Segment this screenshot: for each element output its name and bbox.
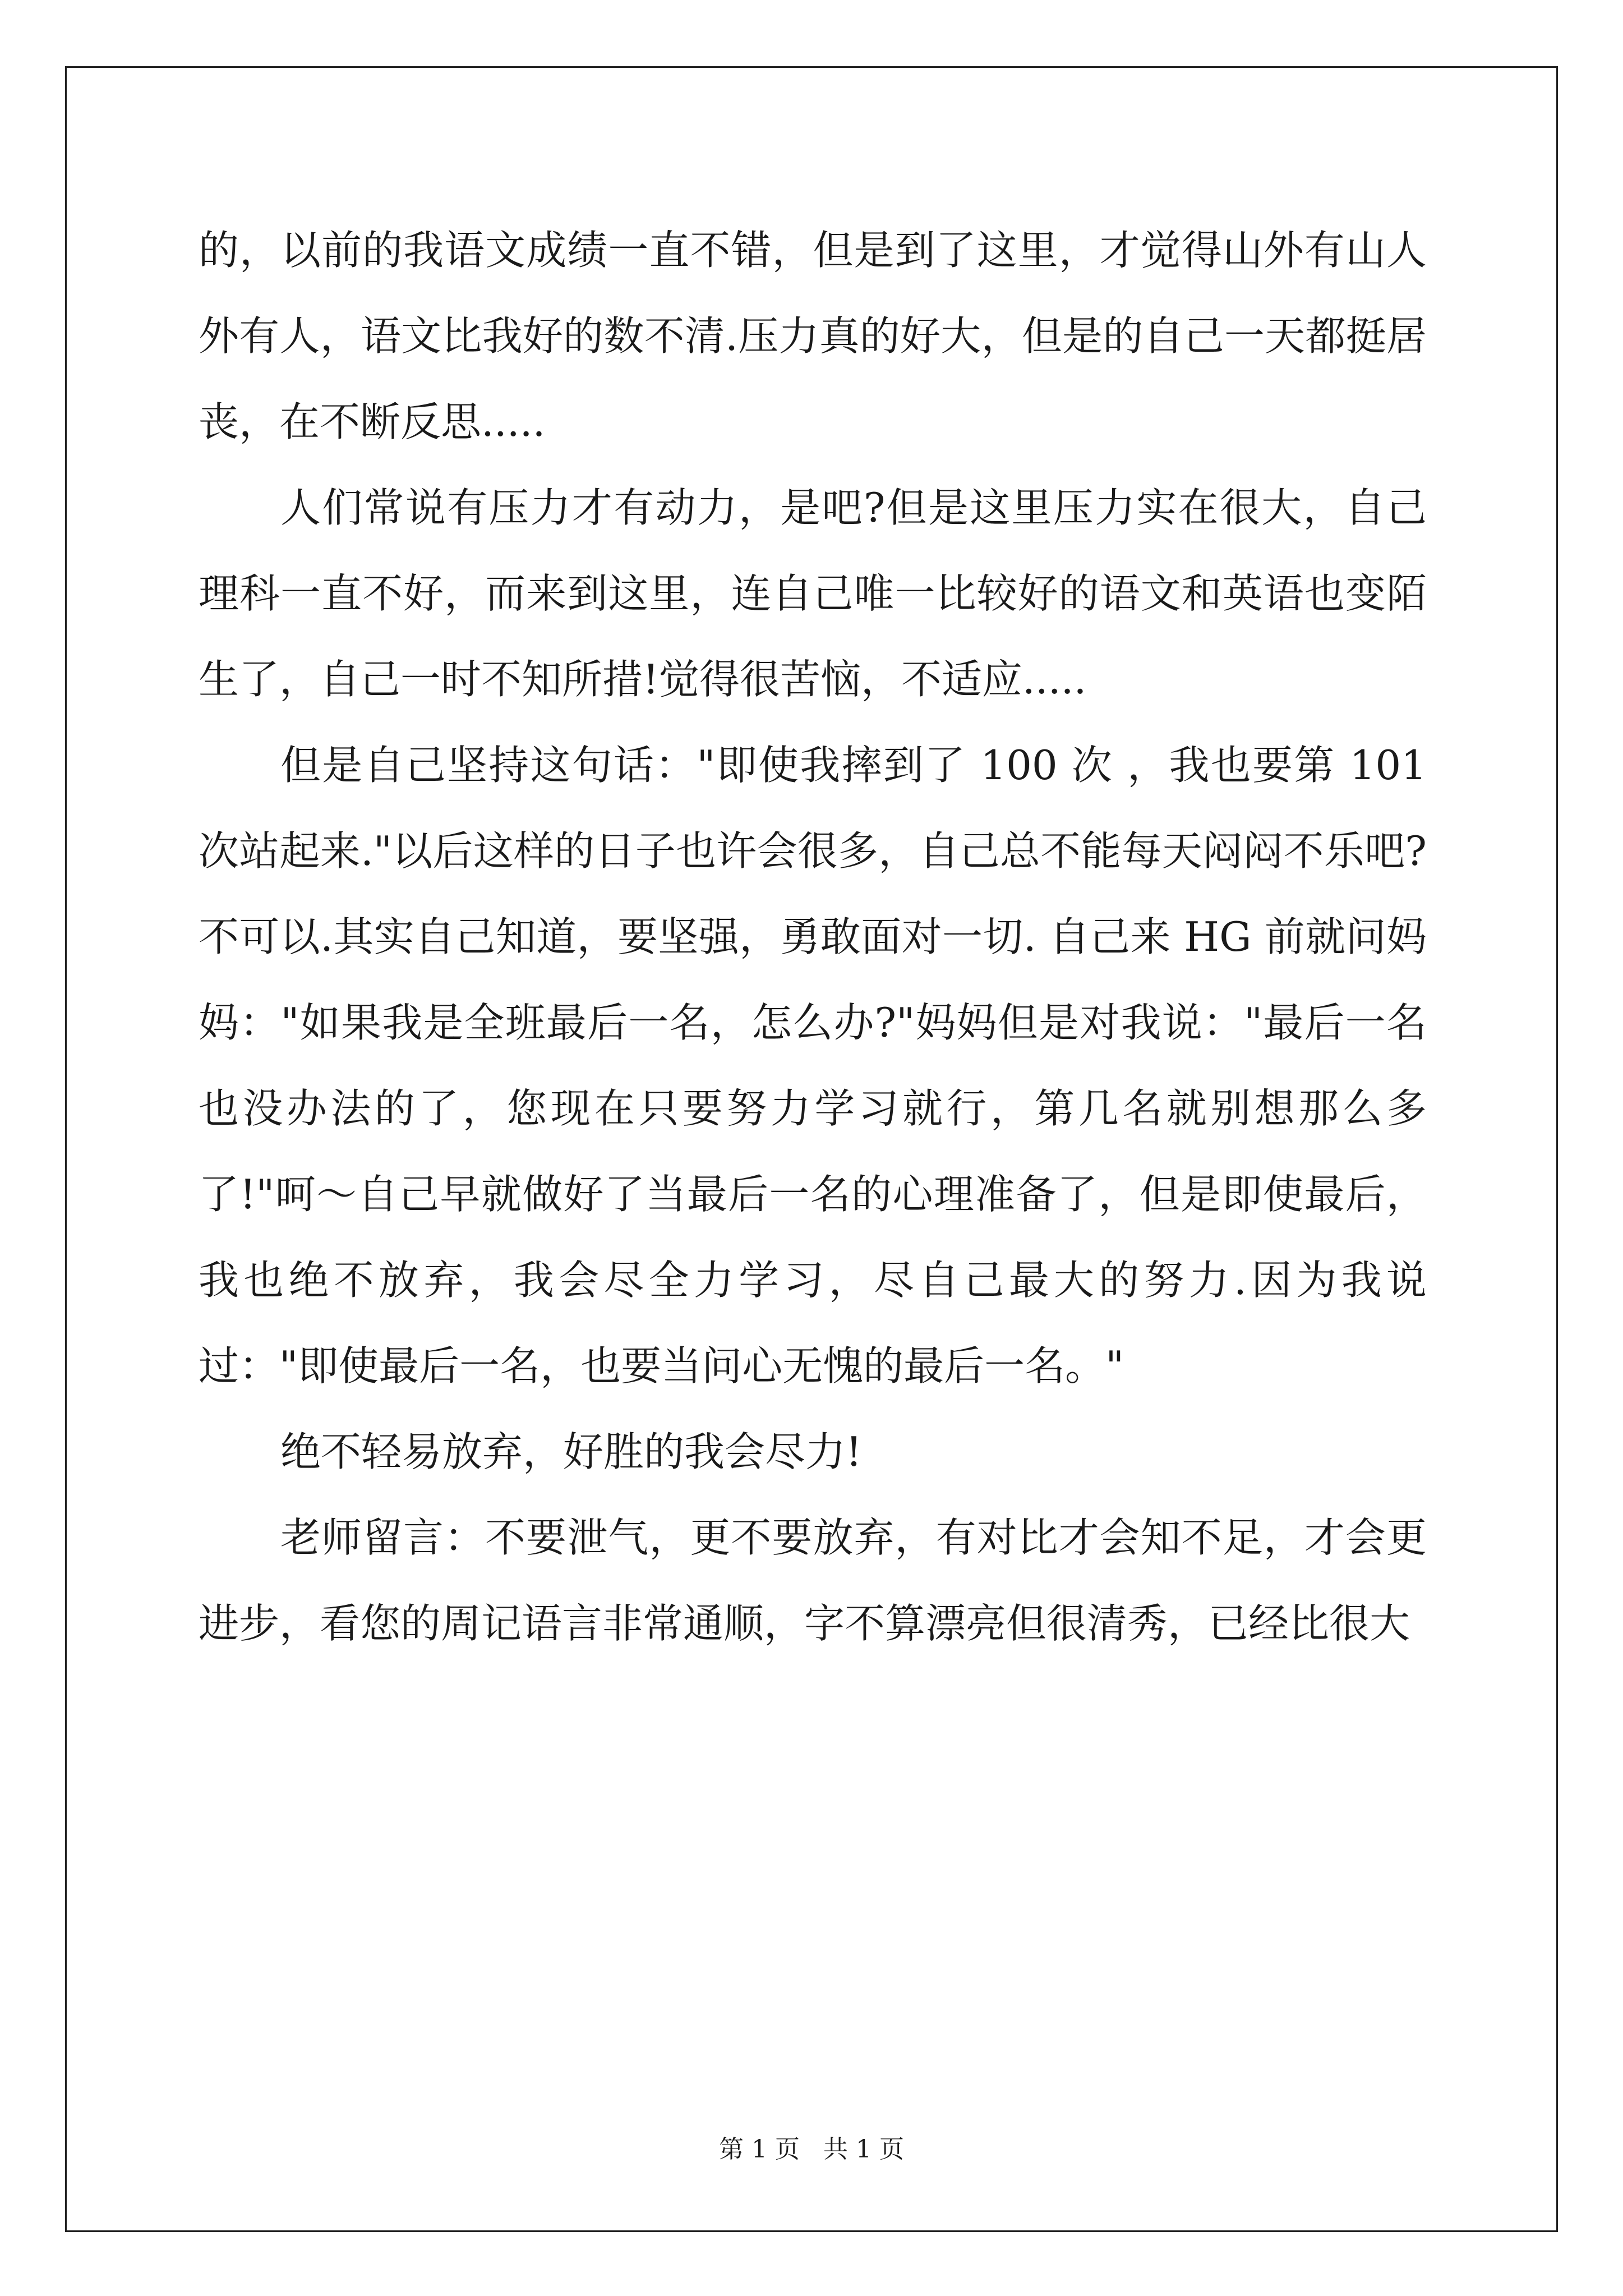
- page-number-footer: 第 1 页 共 1 页: [719, 2135, 904, 2164]
- paragraph-5: 老师留言：不要泄气，更不要放弃，有对比才会知不足，才会更进步，看您的周记语言非常通顺，字不算漂亮但很清秀，已经比很大: [199, 1514, 1427, 1647]
- paragraph-2: 人们常说有压力才有动力，是吧?但是这里压力实在很大，自己理科一直不好，而来到这里，连自己唯一比较好的语文和英语也变陌生了，自己一时不知所措!觉得很苦恼，不适应.....: [199, 484, 1427, 703]
- paragraph-1: 的，以前的我语文成绩一直不错，但是到了这里，才觉得山外有山人外有人，语文比我好的数不清.压力真的好大，但是的自己一天都挺居丧，在不断反思.....: [199, 227, 1427, 445]
- paragraph-4: 绝不轻易放弃，好胜的我会尽力!: [280, 1428, 862, 1475]
- document-body: [199, 208, 1427, 1667]
- paragraph-3: 但是自己坚持这句话："即使我摔到了 100 次 ，我也要第 101 次站起来."以后这样的日子也许会很多，自己总不能每天闷闷不乐吧?不可以.其实自己知道，要坚强，勇敢面对一切. 自己来 HG 前就问妈妈："如果我是全班最后一名，怎么办?"妈妈但是对我说："最后一名也没办法的了，您现在只要努力学习就行，第几名就别想那么多了!"呵～自己早就做好了当最后一名的心理准备了，但是即使最后，我也绝不放弃，我会尽全力学习，尽自己最大的努力.因为我说过："即使最后一名，也要当问心无愧的最后一名。": [199, 742, 1427, 1389]
